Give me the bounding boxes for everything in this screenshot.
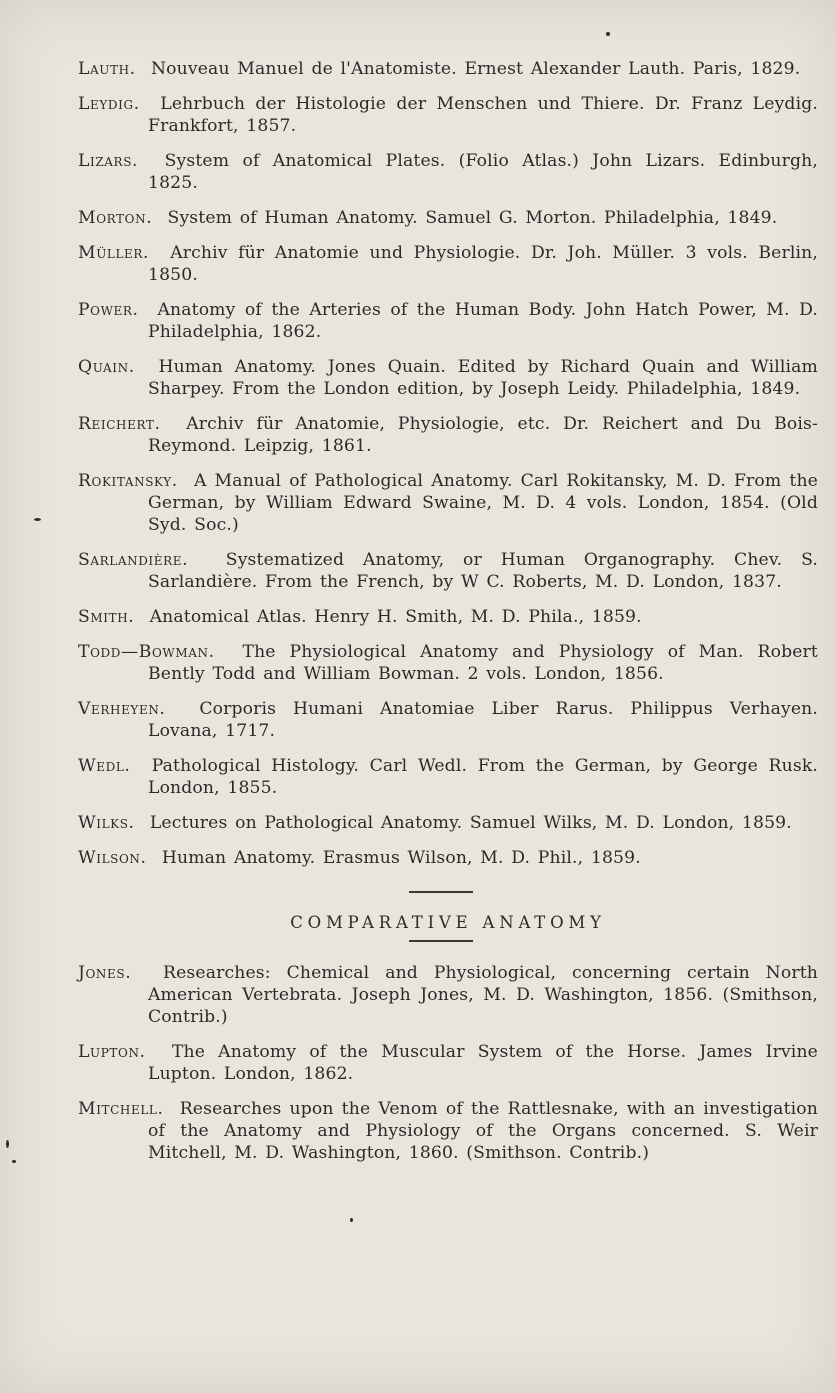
entry-author: Smith.	[78, 607, 135, 627]
bibliography-entry	[78, 93, 818, 137]
entry-author: Sarlandière.	[78, 550, 189, 570]
entry-text: Corporis Humani Anatomiae Liber Rarus. Philippus Verhayen. Lovana, 1717.	[148, 699, 819, 741]
entry-author: Verheyen.	[78, 699, 166, 719]
bibliography-entry	[78, 1098, 818, 1164]
bibliography-entry	[78, 812, 818, 834]
entry-author: Power.	[78, 300, 139, 320]
entry-text: Nouveau Manuel de l'Anatomiste. Ernest Alexander Lauth. Paris, 1829.	[150, 59, 801, 79]
entry-text: Lectures on Pathological Anatomy. Samuel Wilks, M. D. London, 1859.	[149, 813, 792, 833]
entry-text: Pathological Histology. Carl Wedl. From the German, by George Rusk. London, 1855.	[148, 756, 818, 798]
bibliography-entry	[78, 549, 818, 593]
entry-author: Müller.	[78, 243, 150, 263]
paper-speck	[34, 518, 41, 521]
entry-author: Quain.	[78, 357, 135, 377]
entry-text: Anatomical Atlas. Henry H. Smith, M. D. Phila., 1859.	[149, 607, 642, 627]
entry-author: Todd—Bowman.	[78, 642, 215, 662]
entry-text: Researches upon the Venom of the Rattlesnake, with an investigation of the Anatomy and Physiology of the Organs concerned. S. Weir Mitchell, M. D. Washington, 1860. (Smithson. Contrib.)	[148, 1099, 818, 1163]
bibliography-entry	[78, 242, 818, 286]
entry-text: The Physiological Anatomy and Physiology of Man. Robert Bently Todd and William Bowman. 2 vols. London, 1856.	[148, 642, 818, 684]
bibliography-entry	[78, 356, 818, 400]
bibliography-entry	[78, 847, 818, 869]
bibliography-entry	[78, 755, 818, 799]
entry-author: Wedl.	[78, 756, 131, 776]
entry-author: Lizars.	[78, 151, 139, 171]
entry-text: A Manual of Pathological Anatomy. Carl Rokitansky, M. D. From the German, by William Edward Swaine, M. D. 4 vols. London, 1854. (Old Syd. Soc.)	[148, 471, 818, 535]
bibliography-entry	[78, 1041, 818, 1085]
section-heading: COMPARATIVE ANATOMY	[290, 913, 606, 932]
paper-speck	[12, 1160, 16, 1163]
entry-author: Jones.	[78, 963, 132, 983]
bibliography-entry	[78, 413, 818, 457]
entry-author: Rokitansky.	[78, 471, 178, 491]
entry-text: System of Human Anatomy. Samuel G. Morton. Philadelphia, 1849.	[167, 208, 778, 228]
bibliography-entry	[78, 698, 818, 742]
entry-text: Human Anatomy. Erasmus Wilson, M. D. Phil., 1859.	[161, 848, 641, 868]
entry-author: Lauth.	[78, 59, 136, 79]
entry-text: Archiv für Anatomie, Physiologie, etc. Dr. Reichert and Du Bois-Reymond. Leipzig, 1861.	[148, 414, 818, 456]
bibliography-entry	[78, 606, 818, 628]
entry-text: System of Anatomical Plates. (Folio Atlas.) John Lizars. Edinburgh, 1825.	[148, 151, 818, 193]
bibliography	[78, 58, 818, 1177]
entry-author: Lupton.	[78, 1042, 146, 1062]
entry-text: Researches: Chemical and Physiological, concerning certain North American Vertebrata. Joseph Jones, M. D. Washington, 1856. (Smithson, Contrib.)	[148, 963, 819, 1027]
entry-author: Leydig.	[78, 94, 140, 114]
paper-speck	[606, 32, 610, 36]
entry-text: Anatomy of the Arteries of the Human Body. John Hatch Power, M. D. Philadelphia, 1862.	[148, 300, 818, 342]
entry-author: Mitchell.	[78, 1099, 164, 1119]
section-rule-bottom	[409, 940, 473, 942]
bibliography-entry	[78, 150, 818, 194]
entry-author: Wilson.	[78, 848, 147, 868]
paper-speck	[350, 1218, 353, 1222]
entry-text: Human Anatomy. Jones Quain. Edited by Richard Quain and William Sharpey. From the London edition, by Joseph Leidy. Philadelphia, 1849.	[148, 357, 819, 399]
bibliography-entry	[78, 641, 818, 685]
entry-author: Wilks.	[78, 813, 135, 833]
bibliography-entry	[78, 962, 818, 1028]
paper-speck	[6, 1140, 9, 1148]
bibliography-entry	[78, 58, 818, 80]
section-rule-top	[409, 891, 473, 893]
bibliography-entry	[78, 299, 818, 343]
entry-text: Archiv für Anatomie und Physiologie. Dr. Joh. Müller. 3 vols. Berlin, 1850.	[148, 243, 818, 285]
entry-text: Lehrbuch der Histologie der Menschen und Thiere. Dr. Franz Leydig. Frankfort, 1857.	[148, 94, 818, 136]
entry-text: Systematized Anatomy, or Human Organography. Chev. S. Sarlandière. From the French, by W C. Roberts, M. D. London, 1837.	[148, 550, 818, 592]
entry-author: Reichert.	[78, 414, 161, 434]
entry-author: Morton.	[78, 208, 153, 228]
bibliography-entry	[78, 470, 818, 536]
bibliography-entry	[78, 207, 818, 229]
entry-text: The Anatomy of the Muscular System of the Horse. James Irvine Lupton. London, 1862.	[148, 1042, 818, 1084]
